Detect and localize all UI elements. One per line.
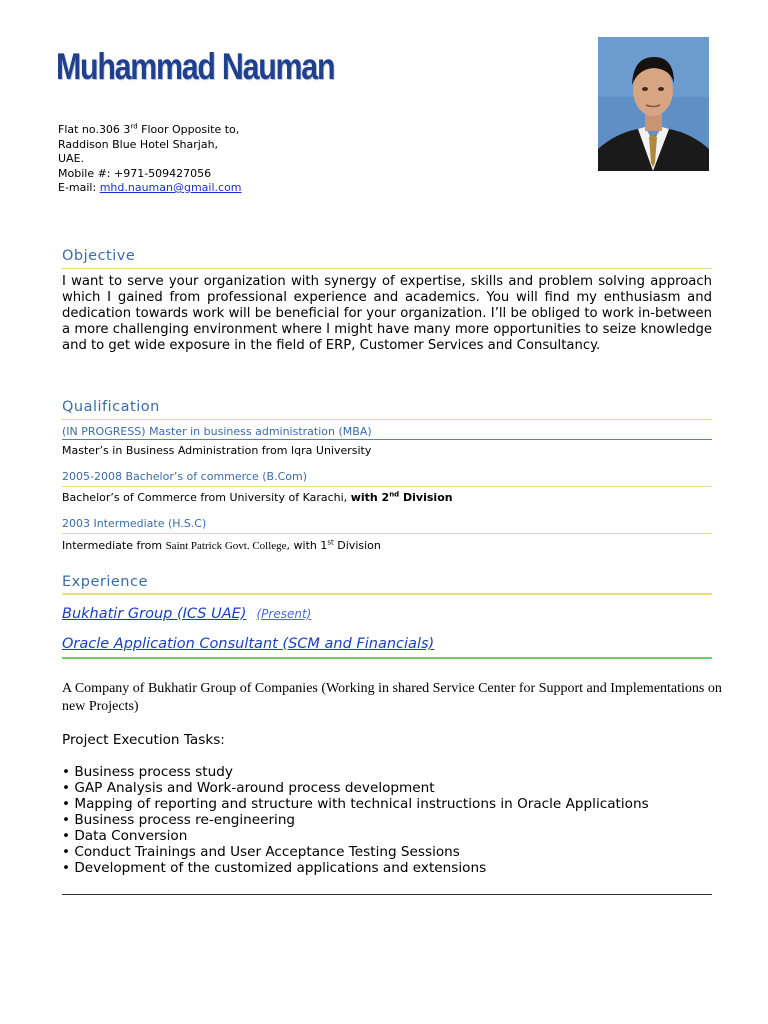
role-divider (62, 657, 712, 659)
company-status: (Present) (256, 607, 312, 621)
qualification-divider (62, 486, 712, 487)
contact-block (58, 123, 242, 196)
objective-text: I want to serve your organization with synergy of expertise, skills and problem solving approach which I gained from professional experience and academics. You will find my enthusiasm and dedication towards work will be beneficial for your organization. I’ll be obliged to work in-between a more challenging environment where I might have many more opportunities to seize knowledge and to get wide exposure in the field of ERP, Customer Services and Consultancy. (62, 274, 712, 353)
section-divider (62, 419, 712, 420)
section-divider (62, 593, 712, 595)
qualification-detail-bcom: Bachelor’s of Commerce from University of Karachi, with 2nd Division (62, 490, 453, 504)
qualification-divider (62, 439, 712, 440)
section-divider (62, 268, 712, 269)
qualification-title-hsc: 2003 Intermediate (H.S.C) (62, 517, 207, 530)
experience-heading: Experience (62, 574, 148, 590)
task-list (62, 764, 649, 876)
company-description: A Company of Bukhatir Group of Companies (Working in shared Service Center for Support and Implementations on new Projects) (62, 681, 722, 714)
section-end-divider (62, 894, 712, 895)
list-item: • Business process re-engineering (62, 812, 296, 828)
objective-heading: Objective (62, 248, 136, 264)
list-item: • Mapping of reporting and structure with technical instructions in Oracle Applications (62, 796, 649, 812)
company-link[interactable]: Bukhatir Group (ICS UAE) (62, 606, 247, 622)
candidate-name: Muhammad Nauman (56, 46, 335, 87)
list-item: • Data Conversion (62, 828, 188, 844)
qualification-heading: Qualification (62, 399, 160, 415)
tasks-heading: Project Execution Tasks: (62, 732, 225, 748)
qualification-detail-hsc: Intermediate from Saint Patrick Govt. College, with 1st Division (62, 538, 381, 552)
list-item: • Business process study (62, 764, 233, 780)
profile-photo (598, 37, 709, 171)
company-line (62, 606, 311, 622)
qualification-divider (62, 533, 712, 534)
mobile-number: Mobile #: +971-509427056 (58, 166, 212, 180)
qualification-title-bcom: 2005-2008 Bachelor’s of commerce (B.Com) (62, 470, 307, 483)
address-line-3: UAE. (58, 152, 85, 165)
qualification-detail-mba: Master’s in Business Administration from Iqra University (62, 444, 372, 457)
role-link[interactable]: Oracle Application Consultant (SCM and Financials) (62, 636, 435, 652)
qualification-title-mba: (IN PROGRESS) Master in business administration (MBA) (62, 425, 372, 438)
list-item: • Conduct Trainings and User Acceptance Testing Sessions (62, 844, 460, 860)
list-item: • Development of the customized applications and extensions (62, 860, 487, 876)
email-row: E-mail: mhd.nauman@gmail.com (58, 181, 242, 194)
address-line-2: Raddison Blue Hotel Sharjah, (58, 137, 219, 151)
list-item: • GAP Analysis and Work-around process development (62, 780, 435, 796)
email-link[interactable]: mhd.nauman@gmail.com (99, 181, 242, 194)
address-line-1: Flat no.306 3rd Floor Opposite to, (58, 122, 240, 136)
